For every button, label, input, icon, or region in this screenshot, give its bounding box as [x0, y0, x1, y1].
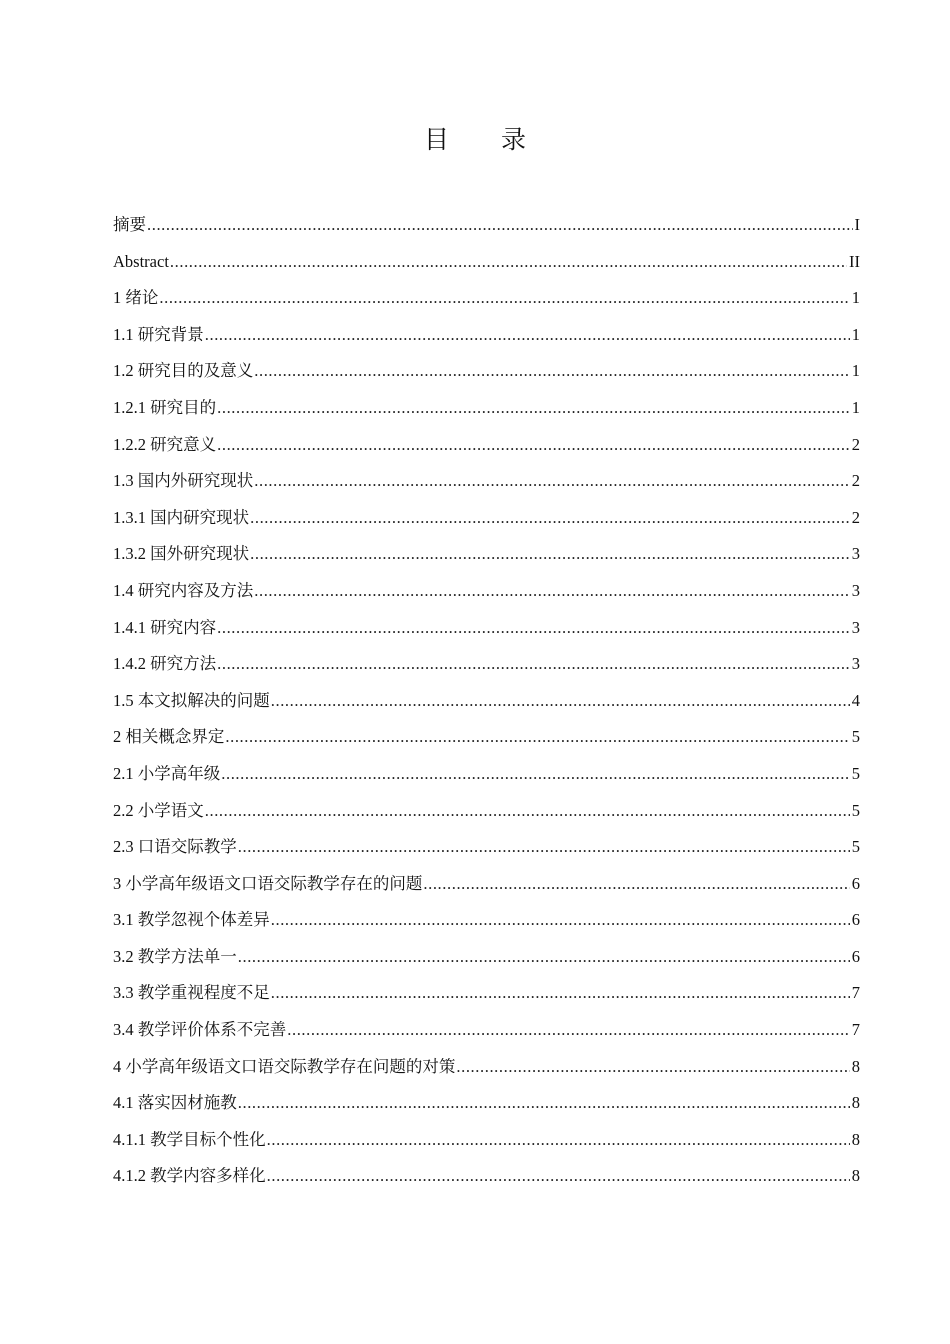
toc-entry-page-number: 8 [851, 1166, 860, 1186]
toc-entry-page-number: 3 [851, 654, 860, 674]
toc-entry-page-number: 1 [851, 324, 860, 344]
toc-entry-page-number: 2 [851, 507, 860, 527]
toc-entry-label: 1.3 国内外研究现状 [113, 471, 254, 491]
toc-entry-page-number: 2 [851, 471, 860, 491]
toc-entry-page-number: 6 [851, 910, 860, 930]
toc-entry-page-number: 1 [851, 397, 860, 417]
toc-entry[interactable] [113, 353, 860, 390]
toc-list [113, 207, 860, 1195]
toc-entry-label: 3.3 教学重视程度不足 [113, 983, 270, 1003]
toc-entry[interactable] [113, 939, 860, 976]
toc-entry-label: 4.1.1 教学目标个性化 [113, 1129, 266, 1149]
toc-dot-leader [147, 207, 853, 244]
toc-dot-leader [205, 793, 850, 830]
toc-entry[interactable] [113, 207, 860, 244]
toc-entry-label: 1.2.2 研究意义 [113, 434, 217, 454]
toc-entry[interactable] [113, 683, 860, 720]
toc-dot-leader [287, 1012, 850, 1049]
toc-dot-leader [254, 353, 850, 390]
toc-entry-page-number: I [854, 215, 860, 234]
toc-entry[interactable] [113, 1049, 860, 1086]
toc-title: 目 录 [424, 125, 548, 154]
toc-entry-label: 1 绪论 [113, 288, 159, 308]
toc-entry[interactable] [113, 866, 860, 903]
toc-dot-leader [238, 829, 850, 866]
toc-dot-leader [250, 500, 850, 537]
toc-entry-page-number: 5 [851, 763, 860, 783]
toc-entry-label: 1.3.1 国内研究现状 [113, 507, 250, 527]
toc-entry-label: 3.4 教学评价体系不完善 [113, 1020, 287, 1040]
toc-entry-label: 1.1 研究背景 [113, 324, 204, 344]
toc-entry-label: 2 相关概念界定 [113, 727, 225, 747]
toc-entry[interactable] [113, 829, 860, 866]
toc-entry-page-number: 6 [851, 873, 860, 893]
toc-entry-label: 3.1 教学忽视个体差异 [113, 910, 270, 930]
toc-entry[interactable] [113, 280, 860, 317]
toc-entry-label: 摘要 [113, 215, 146, 234]
toc-entry-label: 2.2 小学语文 [113, 800, 204, 820]
toc-entry[interactable] [113, 244, 860, 281]
toc-dot-leader [250, 536, 850, 573]
toc-entry-page-number: 3 [851, 544, 860, 564]
toc-entry[interactable] [113, 902, 860, 939]
toc-entry-label: 1.4 研究内容及方法 [113, 580, 254, 600]
toc-entry[interactable] [113, 317, 860, 354]
toc-dot-leader [221, 756, 850, 793]
toc-entry[interactable] [113, 427, 860, 464]
toc-entry[interactable] [113, 1158, 860, 1195]
toc-dot-leader [271, 975, 850, 1012]
toc-entry[interactable] [113, 719, 860, 756]
toc-entry-page-number: 8 [851, 1093, 860, 1113]
toc-entry-page-number: 1 [851, 361, 860, 381]
toc-entry-page-number: 8 [851, 1129, 860, 1149]
toc-dot-leader [238, 1085, 850, 1122]
toc-entry-page-number: 4 [851, 690, 860, 710]
toc-dot-leader [254, 573, 850, 610]
toc-entry-page-number: 7 [851, 983, 860, 1003]
toc-entry-label: 2.1 小学高年级 [113, 763, 221, 783]
toc-entry[interactable] [113, 1085, 860, 1122]
toc-entry-page-number: 6 [851, 946, 860, 966]
toc-entry-page-number: 1 [851, 288, 860, 308]
toc-entry-label: 3 小学高年级语文口语交际教学存在的问题 [113, 873, 423, 893]
toc-entry[interactable] [113, 756, 860, 793]
toc-dot-leader [238, 939, 850, 976]
toc-entry[interactable] [113, 646, 860, 683]
toc-dot-leader [159, 280, 849, 317]
toc-dot-leader [205, 317, 850, 354]
toc-dot-leader [271, 902, 850, 939]
toc-entry[interactable] [113, 500, 860, 537]
toc-entry-page-number: 3 [851, 617, 860, 637]
toc-dot-leader [217, 427, 850, 464]
toc-entry[interactable] [113, 975, 860, 1012]
toc-entry[interactable] [113, 463, 860, 500]
toc-entry-label: 3.2 教学方法单一 [113, 946, 237, 966]
toc-entry-label: 2.3 口语交际教学 [113, 837, 237, 857]
toc-dot-leader [170, 244, 847, 281]
toc-dot-leader [217, 390, 850, 427]
toc-dot-leader [217, 610, 850, 647]
toc-entry-label: 1.2.1 研究目的 [113, 397, 217, 417]
toc-entry-label: 1.5 本文拟解决的问题 [113, 690, 270, 710]
toc-entry-page-number: 8 [851, 1056, 860, 1076]
toc-dot-leader [254, 463, 850, 500]
toc-entry-page-number: 2 [851, 434, 860, 454]
toc-dot-leader [456, 1049, 849, 1086]
toc-entry-page-number: 5 [851, 800, 860, 820]
toc-dot-leader [267, 1158, 850, 1195]
toc-entry-label: 4.1 落实因材施教 [113, 1093, 237, 1113]
toc-entry-label: Abstract [113, 251, 169, 271]
toc-dot-leader [267, 1122, 850, 1159]
toc-entry-label: 1.3.2 国外研究现状 [113, 544, 250, 564]
toc-entry[interactable] [113, 573, 860, 610]
toc-entry-page-number: 3 [851, 580, 860, 600]
toc-entry-page-number: II [849, 251, 860, 271]
toc-entry-page-number: 7 [851, 1020, 860, 1040]
toc-entry-page-number: 5 [851, 837, 860, 857]
toc-entry[interactable] [113, 536, 860, 573]
toc-entry-label: 1.2 研究目的及意义 [113, 361, 254, 381]
toc-dot-leader [217, 646, 850, 683]
toc-dot-leader [225, 719, 849, 756]
toc-dot-leader [271, 683, 850, 720]
toc-entry-page-number: 5 [851, 727, 860, 747]
toc-entry-label: 4.1.2 教学内容多样化 [113, 1166, 266, 1186]
toc-entry[interactable] [113, 1122, 860, 1159]
toc-entry[interactable] [113, 390, 860, 427]
toc-entry[interactable] [113, 1012, 860, 1049]
toc-entry-label: 1.4.2 研究方法 [113, 654, 217, 674]
toc-entry-label: 4 小学高年级语文口语交际教学存在问题的对策 [113, 1056, 456, 1076]
toc-entry[interactable] [113, 793, 860, 830]
toc-entry[interactable] [113, 610, 860, 647]
toc-dot-leader [423, 866, 849, 903]
toc-entry-label: 1.4.1 研究内容 [113, 617, 217, 637]
